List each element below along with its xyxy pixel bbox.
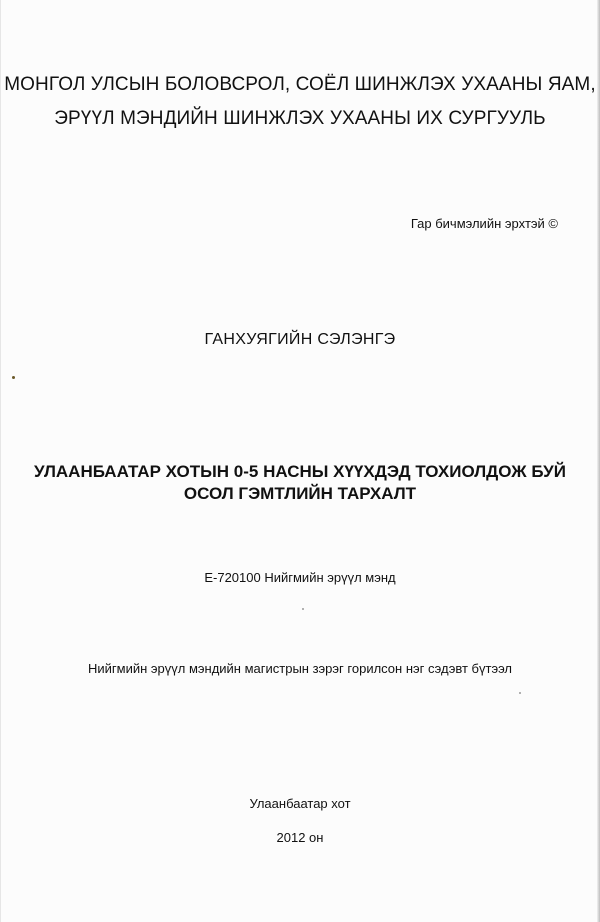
ministry-name-line1: МОНГОЛ УЛСЫН БОЛОВСРОЛ, СОЁЛ ШИНЖЛЭХ УХААНЫ ЯАМ,	[4, 74, 596, 95]
scan-speck	[302, 608, 304, 610]
scan-edge-left	[0, 0, 1, 922]
scan-speck	[12, 376, 15, 379]
copyright-note: Гар бичмэлийн эрхтэй ©	[410, 216, 558, 231]
university-name-line2: ЭРҮҮЛ МЭНДИЙН ШИНЖЛЭХ УХААНЫ ИХ СУРГУУЛЬ	[54, 108, 546, 129]
publication-year: 2012 он	[276, 830, 324, 845]
thesis-title-line1: УЛААНБААТАР ХОТЫН 0-5 НАСНЫ ХҮҮХДЭД ТОХИОЛДОЖ БУЙ	[34, 462, 566, 481]
author-name: ГАНХУЯГИЙН СЭЛЭНГЭ	[204, 331, 396, 348]
city-name: Улаанбаатар хот	[249, 796, 351, 811]
scan-speck	[519, 692, 521, 694]
thesis-title-line2: ОСОЛ ГЭМТЛИЙН ТАРХАЛТ	[183, 484, 417, 503]
degree-statement: Нийгмийн эрүүл мэндийн магистрын зэрэг горилсон нэг сэдэвт бүтээл	[87, 661, 513, 676]
specialty-code: Е-720100 Нийгмийн эрүүл мэнд	[204, 570, 396, 585]
